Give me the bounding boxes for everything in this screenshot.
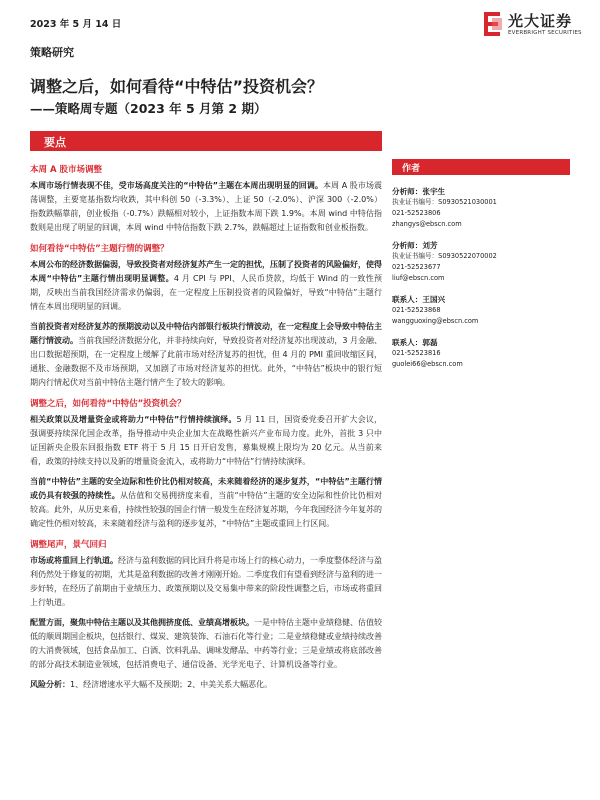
author-role: 分析师： — [392, 187, 423, 196]
paragraph-lead: 本周市场行情表现不佳，受市场高度关注的“中特估”主题在本周出现明显的回调。 — [30, 181, 323, 190]
paragraph-text: 当前我国经济数据分化，并非持续向好，导致投资者对经济复苏出现波动，3 月金融、出口数据超预期，在一定程度上缓解了此前市场对经济复苏的担忧，但 4 月的 PMI 重回收缩区间，通胀、金融数据不及市场预期，又加剧了市场对经济复苏的担忧。此外，“中特估”板块中的银行短期内行情起伏对当前中特估主题行情产生了较大的影响。 — [30, 336, 383, 387]
paragraph — [30, 258, 382, 314]
author-card — [392, 186, 570, 230]
author-email[interactable]: wangguoxing@ebscn.com — [392, 317, 479, 325]
author-card — [392, 337, 570, 370]
paragraph — [30, 320, 382, 390]
paragraph-lead: 配置方面，聚焦中特估主题以及其他拥挤度低、业绩高增板块。 — [30, 618, 254, 627]
keypoints-body — [30, 160, 382, 698]
section-heading: 本周 A 股市场调整 — [30, 165, 102, 175]
author-role: 联系人： — [392, 295, 423, 304]
paragraph — [30, 413, 382, 469]
author-phone: 021-52523677 — [392, 263, 441, 271]
paragraph-text: 4 月 CPI 与 PPI、人民币贷款，均低于 Wind 的一致性预期，反映出当前我国经济需求仍偏弱，在一定程度上压制投资者的风险偏好，导致“中特估”主题行情在本周出现明显的回调。 — [30, 274, 383, 311]
paragraph-lead: 相关政策以及增量资金或将助力“中特估”行情持续演绎。 — [30, 415, 237, 424]
report-subtitle: ——策略周专题（2023 年 5 月第 2 期） — [30, 101, 267, 116]
author-name: 郭磊 — [422, 338, 438, 347]
authors-list — [392, 186, 570, 380]
author-heading — [392, 294, 570, 305]
author-card — [392, 294, 570, 327]
author-name: 张宇生 — [422, 187, 446, 196]
paragraph — [30, 554, 382, 610]
paragraph-text: 经济与盈利数据的同比回升将是市场上行的核心动力，一季度整体经济与盈利仍然处于修复的初期，尤其是盈利数据的改善才刚刚开始。二季度我们有望看到经济与盈利的进一步好转，在经历了前期由于业绩压力、政策预期以及交易集中带来的阶段性调整之后，市场或将重回上行轨道。 — [30, 556, 382, 607]
paragraph-lead: 当前投资者对经济复苏的预期波动以及中特估内部银行板块行情波动，在一定程度上会导致中特估主题行情波动。 — [30, 322, 382, 345]
paragraph-text: 5 月 11 日，国资委党委召开扩大会议，强调要持续深化国企改革，指导推动中央企业加大在战略性新兴产业布局力度。此外，首批 3 只中证国新央企股东回报指数 ETF 将于 5 月 15 日开启发售，募集规模上限均为 20 亿元。从当前来看，政策的持续支持以及新的增量资金流入，或将助力“中特估”行情持续演绎。 — [30, 415, 382, 466]
section-heading: 调整尾声，景气回归 — [30, 540, 107, 550]
author-heading — [392, 240, 570, 251]
section-heading: 调整之后，如何看待“中特估”投资机会？ — [30, 399, 186, 409]
author-email[interactable]: liuf@ebscn.com — [392, 274, 445, 282]
author-cert: 执业证书编号：S0930521030001 — [392, 198, 497, 206]
author-role: 分析师： — [392, 241, 423, 250]
author-cert: 执业证书编号：S0930522070002 — [392, 252, 497, 260]
section-heading: 如何看待“中特估”主题行情的调整？ — [30, 244, 169, 254]
paragraph-text: 1、经济增速水平大幅不及预期；2、中美关系大幅恶化。 — [70, 680, 273, 689]
paragraph — [30, 616, 382, 672]
author-name: 王国兴 — [422, 295, 446, 304]
authors-header-bar — [392, 159, 570, 175]
author-phone: 021-52523806 — [392, 209, 441, 217]
author-role: 联系人： — [392, 338, 423, 347]
brand-logo — [480, 8, 592, 40]
paragraph-lead: 本周公布的经济数据偏弱，导致投资者对经济复苏产生一定的担忧，压制了投资者的风险偏好，使得本周“中特估”主题行情出现明显调整。 — [30, 260, 382, 283]
report-date: 2023 年 5 月 14 日 — [30, 19, 122, 30]
author-card — [392, 240, 570, 284]
brand-name-cn: 光大证券 — [508, 12, 573, 30]
report-title: 调整之后，如何看待“中特估”投资机会？ — [30, 77, 324, 96]
paragraph-text: 从估值和交易拥挤度来看，当前“中特估”主题的安全边际和性价比仍相对较高。此外，从历史来看，持续性较强的国企行情一般发生在经济复苏期，今年我国经济今年复苏的确定性仍相对较高，未来随着经济与盈利的逐步复苏，“中特估”主题或重回上行区间。 — [30, 491, 383, 528]
everbright-logo-icon — [480, 10, 504, 38]
authors-label: 作者 — [402, 164, 421, 174]
report-category: 策略研究 — [30, 46, 74, 59]
paragraph-lead: 风险分析： — [30, 680, 70, 689]
author-phone: 021-52523868 — [392, 306, 441, 314]
paragraph-lead: 当前“中特估”主题的安全边际和性价比仍相对较高，未来随着经济的逐步复苏，“中特估”主题行情或仍具有较强的持续性。 — [30, 477, 382, 500]
author-email[interactable]: zhangys@ebscn.com — [392, 220, 462, 228]
paragraph-text: 一是中特估主题中业绩稳健、估值较低的顺周期国企板块，包括银行、煤炭、建筑装饰、石油石化等行业；二是业绩稳健或业绩持续改善的大消费领域，包括食品加工、白酒、饮料乳品、调味发酵品、中药等行业；三是业绩或将底部改善的部分高技术制造业领域，包括消费电子、通信设备、光学光电子、计算机设备等行业。 — [30, 618, 382, 669]
paragraph — [30, 678, 382, 692]
author-email[interactable]: guolei66@ebscn.com — [392, 360, 463, 368]
paragraph-text: 本周 A 股市场震荡调整，主要宽基指数均收跌，其中科创 50（-3.3%）、上证 50（-2.0%）、沪深 300（-2.0%）指数跌幅靠前，创业板指（-0.7%）跌幅相对较小，上证指数本周下跌 1.9%。本周 wind 中特估指数则是出现了明显的回调，本周 wind 中特估指数下跌 2.7%，跌幅超过上证指数和创业板指数。 — [30, 181, 383, 232]
paragraph — [30, 179, 382, 235]
brand-name-en: EVERBRIGHT SECURITIES — [508, 30, 582, 36]
paragraph-lead: 市场或将重回上行轨道。 — [30, 556, 118, 565]
keypoints-header-bar — [30, 131, 382, 151]
author-name: 刘芳 — [422, 241, 438, 250]
keypoints-label: 要点 — [44, 136, 66, 149]
author-heading — [392, 186, 570, 197]
author-heading — [392, 337, 570, 348]
author-phone: 021-52523816 — [392, 349, 441, 357]
paragraph — [30, 475, 382, 531]
